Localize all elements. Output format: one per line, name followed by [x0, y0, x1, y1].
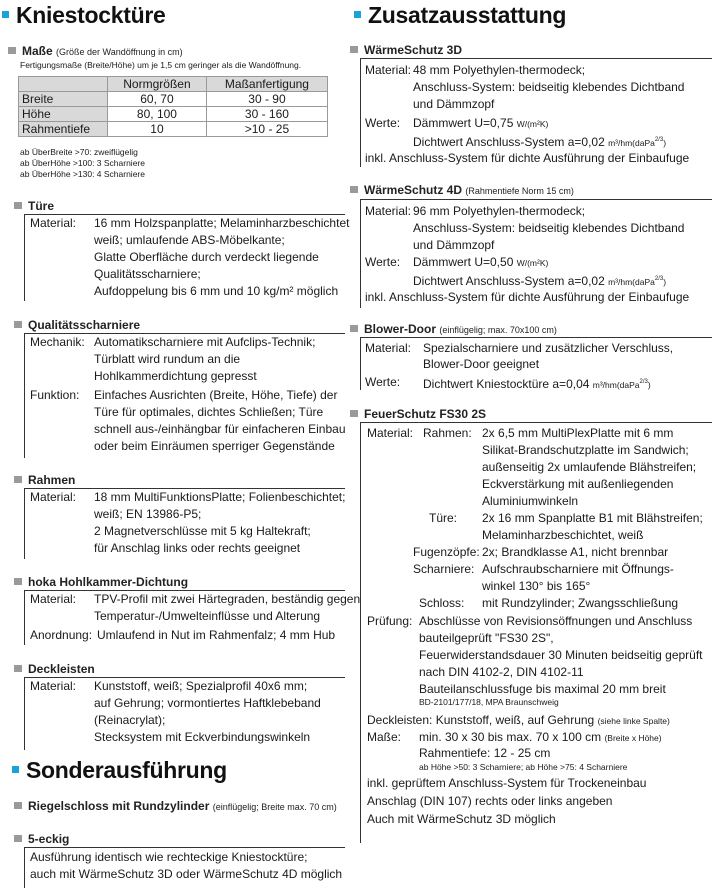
gray-square-icon	[14, 476, 22, 483]
heading-waermeschutz-3d: WärmeSchutz 3D	[350, 43, 462, 57]
deckleisten-line: Deckleisten: Kunststoff, weiß, auf Gehrung (siehe linke Spalte)	[367, 713, 670, 727]
gray-square-icon	[8, 47, 16, 54]
heading-dichtung: hoka Hohlkammer-Dichtung	[14, 575, 188, 589]
tuere-box: Material: 16 mm Holzspanplatte; Melaminharzbeschichtet weiß; umlaufende ABS-Möbelkante; Glatte Oberfläche durch verdeckt liegende Qualitätsscharniere; Aufdoppelung bis 6 mm und 10 kg/m² möglich	[24, 214, 345, 301]
heading-deckleisten: Deckleisten	[14, 662, 95, 676]
masse-line: min. 30 x 30 bis max. 70 x 100 cm (Breite x Höhe)	[419, 730, 662, 744]
gray-square-icon	[14, 835, 22, 842]
masse-note: ab ÜberHöhe >130: 4 Scharniere	[20, 169, 145, 179]
rahmen-box: Material: 18 mm MultiFunktionsPlatte; Folienbeschichtet; weiß; EN 13986-P5; 2 Magnetverschlüsse mit 5 kg Haltekraft; für Anschlag links oder rechts geeignet	[24, 488, 345, 559]
table-row: Höhe 80, 100 30 - 160	[19, 107, 328, 122]
heading-5eckig: 5-eckig	[14, 832, 69, 846]
heading-waermeschutz-4d: WärmeSchutz 4D (Rahmentiefe Norm 15 cm)	[350, 183, 574, 197]
u-value: Dämmwert U=0,75 W/(m²K)	[413, 116, 549, 130]
masse-table	[18, 76, 328, 137]
blower-box: Material: Spezialscharniere und zusätzlicher Verschluss, Blower-Door geeignet Werte: Dichtwert Kniestocktüre a=0,04 m³/hm(daPa$^{2/3}$)	[360, 337, 712, 390]
heading-feuerschutz: FeuerSchutz FS30 2S	[350, 407, 486, 421]
w3d-box: Material: 48 mm Polyethylen-thermodeck; Anschluss-System: beidseitig klebendes Dichtband und Dämmzopf Werte: Dämmwert U=0,75 W/(m²K) Dichtwert Anschluss-System a=0,02 m³/hm(daPa$^{2/3}$) inkl. Anschluss-System für dichte Ausführung der Einbaufuge	[360, 58, 712, 167]
gray-square-icon	[350, 46, 358, 53]
dichtung-box: Material: TPV-Profil mit zwei Härtegraden, beständig gegen Temperatur-/Umwelteinflüsse und Alterung Anordnung: Umlaufend in Nut im Rahmenfalz; 4 mm Hub	[24, 590, 345, 645]
gray-square-icon	[350, 186, 358, 193]
gray-square-icon	[350, 410, 358, 417]
gray-square-icon	[14, 665, 22, 672]
d-value: Dichtwert Anschluss-System a=0,02 m³/hm(daPa$^{2/3}$)	[413, 135, 667, 149]
d-value: Dichtwert Kniestocktüre a=0,04 m³/hm(daPa$^{2/3}$)	[423, 377, 651, 391]
masse-sub: Fertigungsmaße (Breite/Höhe) um je 1,5 cm geringer als die Wandöffnung.	[20, 60, 302, 70]
gray-square-icon	[350, 325, 358, 332]
blue-square-icon	[2, 11, 9, 18]
masse-note: ab ÜberHöhe >100: 3 Scharniere	[20, 158, 145, 168]
heading-riegelschloss: Riegelschloss mit Rundzylinder (einflügelig; Breite max. 70 cm)	[14, 799, 337, 813]
w4d-box: Material: 96 mm Polyethylen-thermodeck; Anschluss-System: beidseitig klebendes Dichtband und Dämmzopf Werte: Dämmwert U=0,50 W/(m²K) Dichtwert Anschluss-System a=0,02 m³/hm(daPa$^{2/3}$) inkl. Anschluss-System für dichte Ausführung der Einbaufuge	[360, 199, 712, 308]
heading-blower-door: Blower-Door (einflügelig; max. 70x100 cm)	[350, 322, 557, 336]
table-row: Breite 60, 70 30 - 90	[19, 92, 328, 107]
table-row: Rahmentiefe 10 >10 - 25	[19, 122, 328, 137]
fs30-box: Material: Rahmen: 2x 6,5 mm MultiPlexPlatte mit 6 mm Silikat-Brandschutzplatte im Sandwich; außenseitig 2x umlaufende Blähstreifen; Eckverstärkung mit außenliegenden Aluminiumwinkeln Türe: 2x 16 mm Spanplatte B1 mit Blähstreifen; Melaminharzbeschichtet, weiß Fugenzöpfe: 2x; Brandklasse A1, nicht brennbar Scharniere: Aufschraubscharniere mit Öffnungs- winkel 130° bis 165° Schloss: mit Rundzylinder; Zwangsschließung Prüfung: Abschlüsse von Revisionsöffnungen und Anschluss bauteilgeprüft "FS30 2S", Feuerwiderstandsdauer 30 Minuten beidseitig geprüft nach DIN 4102-2, DIN 4102-11 Bauteilanschlussfuge bis maximal 20 mm breit BD-2101/177/18, MPA Braunschweig Deckleisten: Kunststoff, weiß, auf Gehrung (siehe linke Spalte) Maße: min. 30 x 30 bis max. 70 x 100 cm (Breite x Höhe) Rahmentiefe: 12 - 25 cm ab Höhe >50: 3 Scharniere; ab Höhe >75: 4 Scharniere inkl. geprüftem Anschluss-System für Trockeneinbau Anschlag (DIN 107) rechts oder links angeben Auch mit WärmeSchutz 3D möglich	[360, 422, 712, 843]
scharniere-box: Mechanik: Automatikscharniere mit Aufclips-Technik; Türblatt wird rundum an die Hohlkammerdichtung gepresst Funktion: Einfaches Ausrichten (Breite, Höhe, Tiefe) der Türe für optimales, dichtes Schließen; Türe schnell aus-/einhängbar für einfacheren Einbau oder beim Einräumen sperriger Gegenstände	[24, 333, 345, 458]
eckig-box: Ausführung identisch wie rechteckige Kniestocktüre; auch mit WärmeSchutz 3D oder WärmeSchutz 4D möglich	[24, 847, 345, 888]
heading-scharniere: Qualitätsscharniere	[14, 318, 140, 332]
u-value: Dämmwert U=0,50 W/(m²K)	[413, 255, 549, 269]
title-kniestocktuere: Kniestocktüre	[2, 2, 165, 29]
gray-square-icon	[14, 321, 22, 328]
gray-square-icon	[14, 202, 22, 209]
table-header-row: Normgrößen Maßanfertigung	[19, 77, 328, 92]
d-value: Dichtwert Anschluss-System a=0,02 m³/hm(daPa$^{2/3}$)	[413, 274, 667, 288]
masse-note: ab ÜberBreite >70: zweiflügelig	[20, 147, 138, 157]
heading-masse: Maße (Größe der Wandöffnung in cm)	[8, 44, 183, 58]
gray-square-icon	[14, 578, 22, 585]
heading-tuere: Türe	[14, 199, 54, 213]
heading-rahmen: Rahmen	[14, 473, 75, 487]
deckleisten-box: Material: Kunststoff, weiß; Spezialprofil 40x6 mm; auf Gehrung; vormontiertes Haftklebeband (Reinacrylat); Stecksystem mit Eckverbindungswinkeln	[24, 677, 345, 750]
blue-square-icon	[12, 766, 19, 773]
title-sonderausfuehrung: Sonderausführung	[12, 757, 227, 784]
title-zusatzausstattung: Zusatzausstattung	[354, 2, 566, 29]
gray-square-icon	[14, 802, 22, 809]
blue-square-icon	[354, 11, 361, 18]
